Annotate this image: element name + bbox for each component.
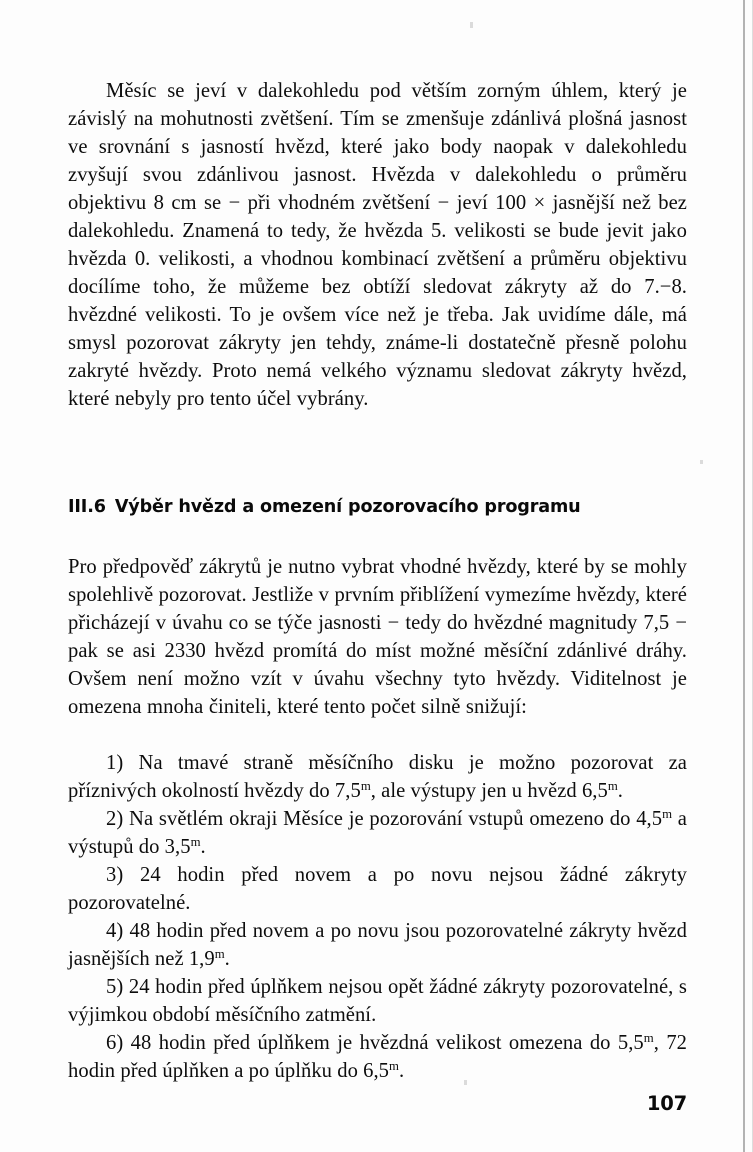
list-item-text: 48 hodin před úplňkem je hvězdná velikost omezena do 5,5: [130, 1032, 644, 1054]
magnitude-superscript: m: [389, 1058, 399, 1073]
list-item-text: 48 hodin před novem a po novu jsou pozorovatelné zákryty hvězd jasnějších než 1,9: [68, 920, 688, 970]
list-item-marker: 5): [106, 976, 124, 998]
scan-speck: [700, 460, 703, 464]
page-number: 107: [646, 1092, 687, 1115]
list-item-marker: 4): [106, 920, 124, 942]
list-item-marker: 1): [106, 752, 124, 774]
list-item-text-after: .: [200, 836, 206, 858]
list-item-text-middle: .: [224, 948, 230, 970]
list-item: [68, 917, 687, 973]
list-item-text-middle: , ale výstupy jen u hvězd 6,5: [370, 780, 608, 802]
magnitude-superscript: m: [607, 778, 618, 793]
magnitude-superscript: m: [190, 834, 201, 849]
list-item-text: Na světlém okraji Měsíce je pozorování vstupů omezeno do 4,5: [129, 808, 663, 830]
magnitude-superscript: m: [662, 806, 673, 821]
section-heading-number: III.6: [68, 497, 106, 517]
list-item: [68, 1029, 687, 1085]
list-item-marker: 6): [106, 1032, 124, 1054]
list-item-marker: 2): [106, 808, 124, 830]
magnitude-superscript: m: [214, 946, 225, 961]
list-item: [68, 861, 687, 917]
section-heading: [68, 497, 687, 517]
magnitude-superscript: m: [643, 1030, 654, 1045]
list-item: [68, 749, 687, 805]
scan-edge-artifact: [743, 0, 745, 1152]
list-item-text: Na tmavé straně měsíčního disku je možno pozorovat za příznivých okolností hvězdy do 7,5: [68, 752, 687, 802]
list-item-text-middle: , 72 hodin před úplňken a po úplňku do 6,5: [68, 1032, 688, 1082]
section-intro-paragraph: Pro předpověď zákrytů je nutno vybrat vhodné hvězdy, které by se mohly spolehlivě pozorovat. Jestliže v prvním přiblížení vymezíme hvězdy, které přicházejí v úvahu co se týče jasnosti − tedy do hvězdné magnitudy 7,5 − pak se asi 2330 hvězd promítá do míst možné měsíční zdánlivé dráhy. Ovšem není možno vzít v úvahu všechny tyto hvězdy. Viditelnost je omezena mnoha činiteli, které tento počet silně snižují:: [68, 556, 687, 718]
list-item-text-after: .: [398, 1060, 405, 1082]
list-item-text-after: .: [617, 780, 623, 802]
list-item: [68, 805, 687, 861]
list-item-text-middle: a výstupů do 3,5: [68, 808, 687, 858]
list-item: [68, 973, 687, 1029]
intro-paragraph: Měsíc se jeví v dalekohledu pod větším zorným úhlem, který je závislý na mohutnosti zvětšení. Tím se zmenšuje zdánlivá plošná jasnost ve srovnání s jasností hvězd, které jako body naopak v dalekohledu zvyšují svou zdánlivou jasnost. Hvězda v dalekohledu o průměru objektivu 8 cm se − při vhodném zvětšení − jeví 100 × jasnější než bez dalekohledu. Znamená to tedy, že hvězda 5. velikosti se bude jevit jako hvězda 0. velikosti, a vhodnou kombinací zvětšení a průměru objektivu docílíme toho, že můžeme bez obtíží sledovat zákryty až do 7.−8. hvězdné velikosti. To je ovšem více než je třeba. Jak uvidíme dále, má smysl pozorovat zákryty jen tehdy, známe-li dostatečně přesně polohu zakryté hvězdy. Proto nemá velkého významu sledovat zákryty hvězd, které nebyly pro tento účel vybrány.: [68, 80, 687, 410]
scan-speck: [470, 22, 473, 28]
list-item-text: 24 hodin před novem a po novu nejsou žádné zákryty pozorovatelné.: [68, 864, 688, 914]
list-item-text: 24 hodin před úplňkem nejsou opět žádné zákryty pozorovatelné, s výjimkou období měsíčního zatmění.: [68, 976, 687, 1026]
magnitude-superscript: m: [360, 778, 371, 793]
numbered-list: [68, 749, 687, 1085]
list-item-marker: 3): [106, 864, 124, 886]
section-heading-title: Výběr hvězd a omezení pozorovacího programu: [114, 497, 581, 517]
